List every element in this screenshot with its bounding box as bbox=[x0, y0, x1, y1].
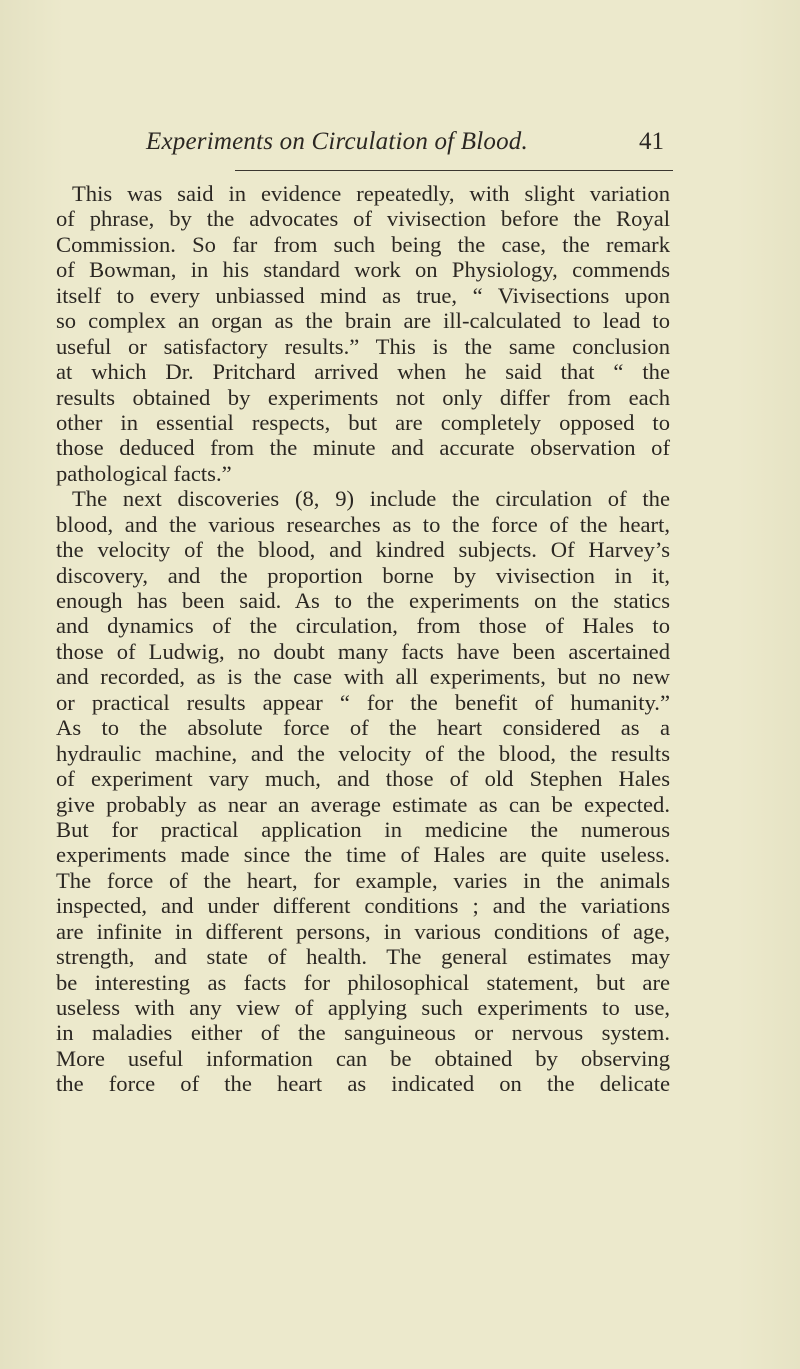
text-line: and recorded, as is the case with all experiments, but no new bbox=[56, 664, 670, 690]
text-line: But for practical application in medicine the numerous bbox=[56, 816, 670, 842]
text-line: results obtained by experiments not only differ from each bbox=[56, 384, 670, 410]
text-line: experiments made since the time of Hales are quite useless. bbox=[56, 842, 670, 868]
text-line: inspected, and under different conditions ; and the variations bbox=[56, 893, 670, 919]
text-line: those deduced from the minute and accurate observation of bbox=[56, 435, 670, 461]
text-line: As to the absolute force of the heart considered as a bbox=[56, 715, 670, 741]
body-text bbox=[56, 181, 670, 1097]
text-line: pathological facts.” bbox=[56, 460, 232, 486]
text-line: so complex an organ as the brain are ill-calculated to lead to bbox=[56, 308, 670, 334]
page-number: 41 bbox=[639, 128, 664, 155]
text-line: at which Dr. Pritchard arrived when he said that “ the bbox=[56, 359, 670, 385]
text-line: are infinite in different persons, in various conditions of age, bbox=[56, 918, 670, 944]
text-line: other in essential respects, but are completely opposed to bbox=[56, 409, 670, 435]
text-line: in maladies either of the sanguineous or nervous system. bbox=[56, 1020, 670, 1046]
text-line: the velocity of the blood, and kindred subjects. Of Harvey’s bbox=[56, 537, 670, 563]
text-line: and dynamics of the circulation, from those of Hales to bbox=[56, 613, 670, 639]
page-header bbox=[140, 128, 670, 168]
text-line: The force of the heart, for example, varies in the animals bbox=[56, 867, 670, 893]
text-line: give probably as near an average estimate as can be expected. bbox=[56, 791, 670, 817]
text-line: of phrase, by the advocates of vivisection before the Royal bbox=[56, 206, 670, 232]
text-line: useful or satisfactory results.” This is the same conclusion bbox=[56, 333, 670, 359]
text-line: those of Ludwig, no doubt many facts have been ascertained bbox=[56, 638, 670, 664]
text-line: be interesting as facts for philosophical statement, but are bbox=[56, 969, 670, 995]
text-line: of experiment vary much, and those of old Stephen Hales bbox=[56, 766, 670, 792]
text-line: blood, and the various researches as to the force of the heart, bbox=[56, 511, 670, 537]
text-line: discovery, and the proportion borne by vivisection in it, bbox=[56, 562, 670, 588]
header-rule bbox=[235, 170, 673, 171]
running-title: Experiments on Circulation of Blood. bbox=[146, 128, 528, 155]
text-line: This was said in evidence repeatedly, with slight variation bbox=[72, 181, 670, 206]
text-line: strength, and state of health. The general estimates may bbox=[56, 944, 670, 970]
text-line: enough has been said. As to the experiments on the statics bbox=[56, 588, 670, 613]
text-line: Commission. So far from such being the case, the remark bbox=[56, 231, 670, 257]
text-line: of Bowman, in his standard work on Physiology, commends bbox=[56, 257, 670, 283]
text-line: More useful information can be obtained by observing bbox=[56, 1045, 670, 1071]
text-line: itself to every unbiassed mind as true, “ Vivisections upon bbox=[56, 282, 670, 308]
text-line: useless with any view of applying such experiments to use, bbox=[56, 995, 670, 1020]
text-line: hydraulic machine, and the velocity of the blood, the results bbox=[56, 740, 670, 766]
text-line: the force of the heart as indicated on the delicate bbox=[56, 1071, 670, 1097]
text-line: or practical results appear “ for the benefit of humanity.” bbox=[56, 689, 670, 715]
text-line: The next discoveries (8, 9) include the circulation of the bbox=[72, 486, 670, 512]
